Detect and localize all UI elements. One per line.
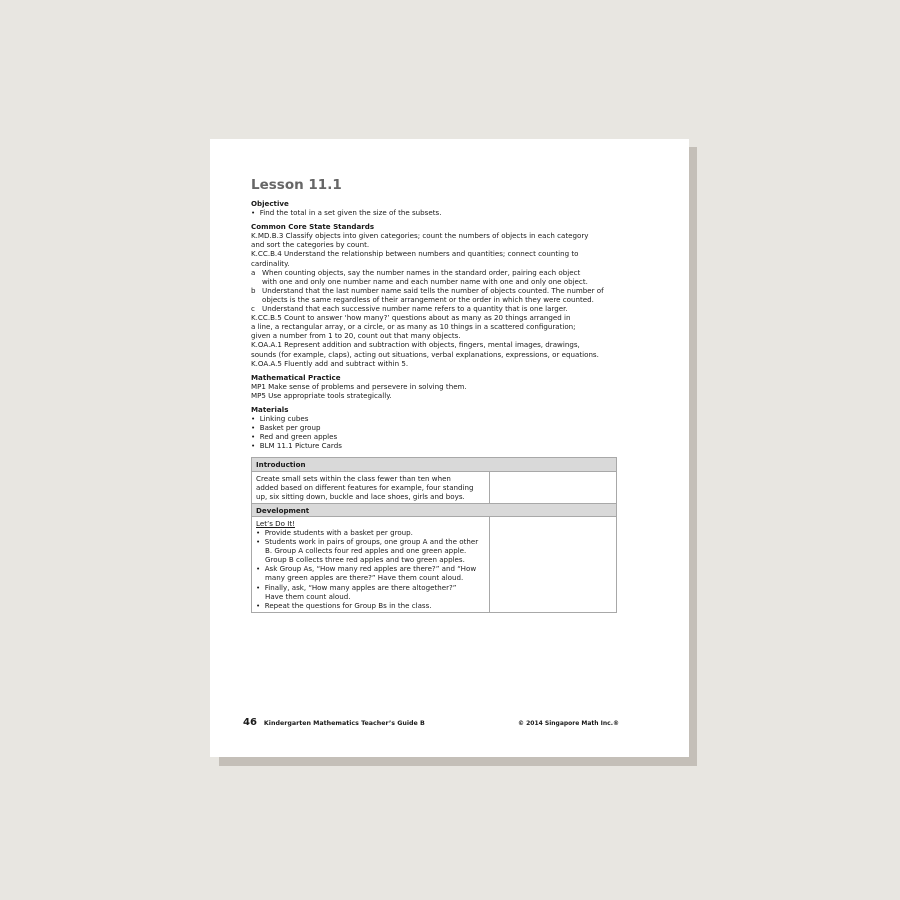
subitem-line: When counting objects, say the number names in the standard order, pairing each object: [262, 267, 581, 277]
materials-item: • Red and green apples: [251, 432, 338, 442]
practice-heading: Mathematical Practice: [251, 372, 341, 382]
copyright: © 2014 Singapore Math Inc.®: [518, 720, 619, 727]
subitem-letter: b: [251, 285, 256, 295]
standard-line: and sort the categories by count.: [251, 240, 370, 250]
standard-line: given a number from 1 to 20, count out that many objects.: [251, 331, 461, 341]
standard-subitem-a: [251, 268, 617, 286]
standard-line: sounds (for example, claps), acting out situations, verbal explanations, expressions, or equations.: [251, 349, 599, 359]
development-notes-cell: [490, 516, 617, 612]
development-item: • Provide students with a basket per group.: [256, 528, 413, 537]
standards-heading: Common Core State Standards: [251, 222, 375, 232]
materials-heading: Materials: [251, 404, 289, 414]
standard-line: K.OA.A.5 Fluently add and subtract within 5.: [251, 358, 409, 368]
lesson-content: [251, 177, 617, 613]
subitem-line: objects is the same regardless of their arrangement or the order in which they were counted.: [262, 294, 594, 304]
subitem-letter: a: [251, 267, 256, 277]
introduction-line: Create small sets within the class fewer than ten when: [256, 473, 451, 483]
development-item: • Ask Group As, “How many red apples are there?” and “How many green apples are there?” Have them count aloud.: [256, 564, 477, 583]
page-number: 46: [243, 717, 257, 728]
subitem-line: with one and only one number name and each number name with one and only one object.: [262, 276, 588, 286]
introduction-cell: [252, 471, 490, 503]
objective-item: • Find the total in a set given the size of the subsets.: [251, 208, 442, 218]
lesson-plan-table: [251, 457, 617, 612]
introduction-line: up, six sitting down, buckle and lace shoes, girls and boys.: [256, 491, 465, 501]
practice-line: MP5 Use appropriate tools strategically.: [251, 390, 392, 400]
development-header: Development: [252, 503, 617, 516]
subitem-letter: c: [251, 304, 255, 314]
book-title: Kindergarten Mathematics Teacher’s Guide B: [263, 720, 425, 727]
lets-do-it-heading: Let’s Do It!: [256, 518, 295, 528]
development-item: • Finally, ask, “How many apples are there altogether?” Have them count aloud.: [256, 582, 457, 601]
subitem-line: Understand that the last number name said tells the number of objects counted. The number of: [262, 285, 604, 295]
document-page: [210, 139, 689, 757]
introduction-notes-cell: [490, 471, 617, 503]
materials-item: • Linking cubes: [251, 414, 309, 424]
development-cell: [252, 516, 490, 612]
practice-line: MP1 Make sense of problems and persevere in solving them.: [251, 381, 467, 391]
development-item: • Repeat the questions for Group Bs in the class.: [256, 600, 432, 610]
subitem-line: Understand that each successive number name refers to a quantity that is one larger.: [262, 304, 568, 314]
objective-heading: Objective: [251, 199, 289, 208]
standard-line: K.CC.B.4 Understand the relationship between numbers and quantities; connect counting to: [251, 249, 579, 259]
standard-line: a line, a rectangular array, or a circle, or as many as 10 things in a scattered configuration;: [251, 322, 576, 332]
introduction-header: Introduction: [252, 458, 617, 471]
standard-line: K.OA.A.1 Represent addition and subtraction with objects, fingers, mental images, drawings,: [251, 340, 580, 350]
page-footer: [243, 717, 619, 728]
materials-item: • BLM 11.1 Picture Cards: [251, 441, 342, 451]
materials-item: • Basket per group: [251, 423, 321, 433]
lesson-title: Lesson 11.1: [251, 177, 342, 193]
standard-line: cardinality.: [251, 258, 290, 268]
introduction-line: added based on different features for example, four standing: [256, 482, 474, 492]
standard-subitem-c: [251, 304, 617, 313]
standard-line: K.MD.B.3 Classify objects into given categories; count the numbers of objects in each category: [251, 231, 589, 241]
development-item: • Students work in pairs of groups, one group A and the other B. Group A collects four red apples and one green apple. Group B collects three red apples and two green apples.: [256, 537, 479, 565]
standard-line: K.CC.B.5 Count to answer ‘how many?’ questions about as many as 20 things arranged in: [251, 313, 571, 323]
standard-subitem-b: [251, 286, 617, 304]
